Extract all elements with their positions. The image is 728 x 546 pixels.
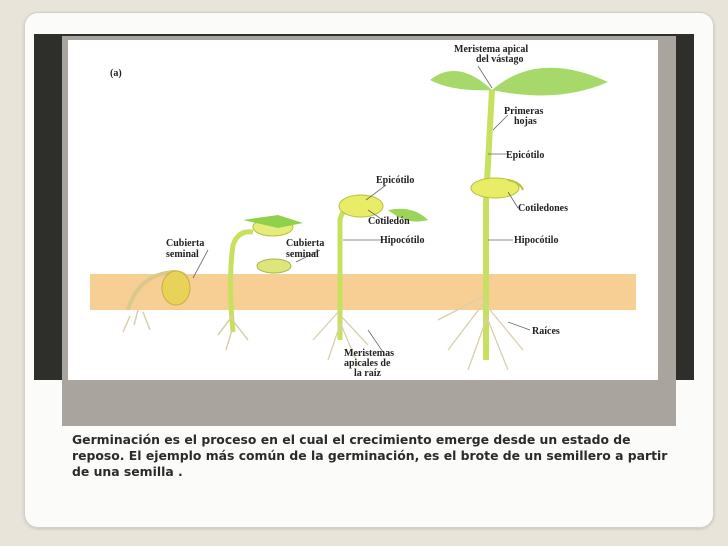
label-raices: Raíces bbox=[532, 326, 560, 337]
label-meristemas-raiz: Meristemas apicales de la raíz bbox=[344, 348, 394, 379]
label-cotiledones: Cotiledones bbox=[518, 203, 568, 214]
label-cubierta-seminal-1: Cubierta seminal bbox=[166, 238, 205, 260]
label-epicotilo-1: Epicótilo bbox=[376, 175, 415, 186]
label-cubierta-seminal-2: Cubierta seminal bbox=[286, 238, 325, 260]
label-meristema-apical: Meristema apical del vástago bbox=[454, 44, 529, 65]
label-primeras-hojas: Primeras hojas bbox=[504, 106, 544, 127]
label-cotiledon: Cotiledón bbox=[368, 216, 410, 227]
germination-diagram bbox=[68, 40, 658, 380]
slide-caption: Germinación es el proceso en el cual el crecimiento emerge desde un estado de reposo. El ejemplo más común de la germinación, es el brote de un semillero a partir de una semilla . bbox=[72, 432, 668, 479]
label-epicotilo-2: Epicótilo bbox=[506, 150, 545, 161]
label-hipocotilo-2: Hipocótilo bbox=[514, 235, 559, 246]
panel-label: (a) bbox=[110, 68, 122, 79]
label-hipocotilo-1: Hipocótilo bbox=[380, 235, 425, 246]
germination-illustration bbox=[68, 40, 658, 380]
